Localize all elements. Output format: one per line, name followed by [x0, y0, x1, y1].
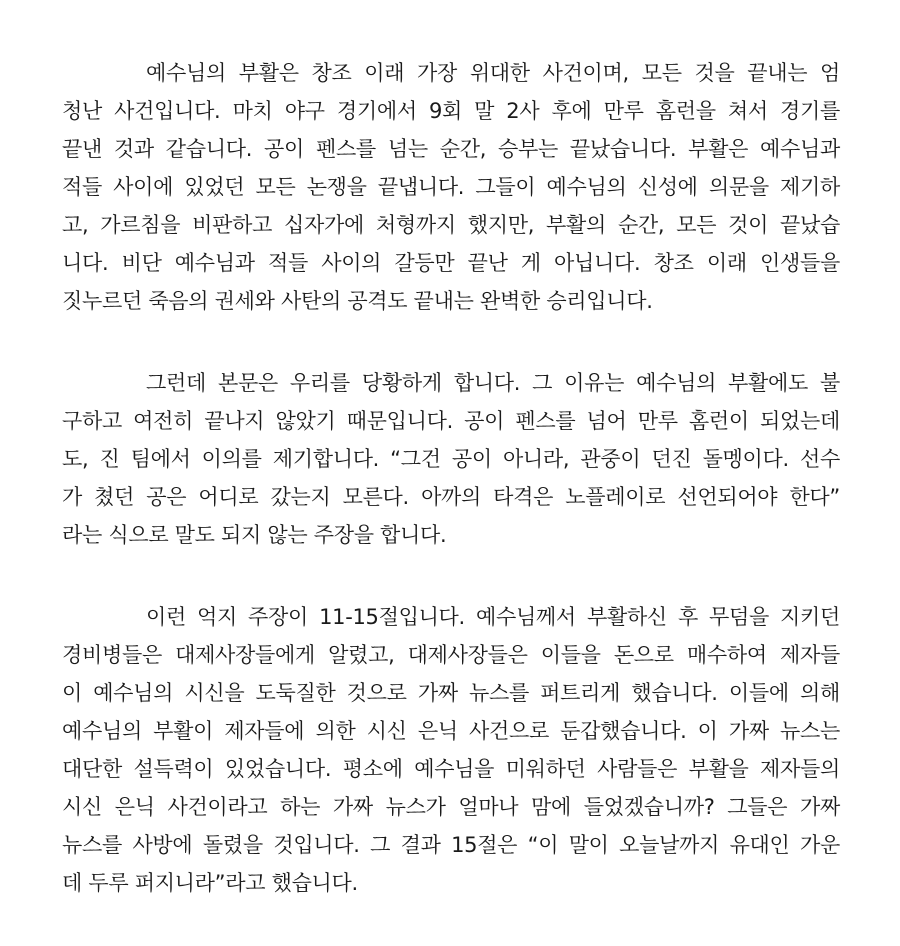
text-line: 적들 사이에 있었던 모든 논쟁을 끝냅니다. 그들이 예수님의 신성에 의문을 제기하	[62, 175, 840, 199]
text-line: 뉴스를 사방에 돌렸을 것입니다. 그 결과 15절은 “이 말이 오늘날까지 유대인 가운	[62, 833, 840, 857]
text-line: 가 쳤던 공은 어디로 갔는지 모른다. 아까의 타격은 노플레이로 선언되어야 한다”	[62, 485, 840, 509]
text-line: 예수님의 부활은 창조 이래 가장 위대한 사건이며, 모든 것을 끝내는 엄	[146, 61, 841, 85]
text-line: 경비병들은 대제사장들에게 알렸고, 대제사장들은 이들을 돈으로 매수하여 제자들	[62, 643, 840, 667]
text-line: 니다. 비단 예수님과 적들 사이의 갈등만 끝난 게 아닙니다. 창조 이래 인생들을	[62, 251, 840, 275]
paragraph-2	[62, 364, 840, 554]
text-line: 구하고 여전히 끝나지 않았기 때문입니다. 공이 펜스를 넘어 만루 홈런이 되었는데	[62, 409, 840, 433]
text-line: 시신 은닉 사건이라고 하는 가짜 뉴스가 얼마나 맘에 들었겠습니까? 그들은 가짜	[62, 795, 840, 819]
text-line: 예수님의 부활이 제자들에 의한 시신 은닉 사건으로 둔갑했습니다. 이 가짜 뉴스는	[62, 719, 840, 743]
paragraph-3	[62, 598, 840, 902]
text-line: 데 두루 퍼지니라”라고 했습니다.	[62, 871, 358, 895]
document-body	[62, 54, 840, 946]
text-line: 이 예수님의 시신을 도둑질한 것으로 가짜 뉴스를 퍼트리게 했습니다. 이들에 의해	[62, 681, 840, 705]
text-line: 청난 사건입니다. 마치 야구 경기에서 9회 말 2사 후에 만루 홈런을 쳐서 경기를	[62, 99, 840, 123]
text-line: 고, 가르침을 비판하고 십자가에 처형까지 했지만, 부활의 순간, 모든 것이 끝났습	[62, 213, 840, 237]
text-line: 라는 식으로 말도 되지 않는 주장을 합니다.	[62, 523, 447, 547]
text-line: 짓누르던 죽음의 권세와 사탄의 공격도 끝내는 완벽한 승리입니다.	[62, 289, 653, 313]
paragraph-1	[62, 54, 840, 320]
text-line: 끝낸 것과 같습니다. 공이 펜스를 넘는 순간, 승부는 끝났습니다. 부활은 예수님과	[62, 137, 840, 161]
text-line: 도, 진 팀에서 이의를 제기합니다. “그건 공이 아니라, 관중이 던진 돌멩이다. 선수	[62, 447, 840, 471]
text-line: 이런 억지 주장이 11-15절입니다. 예수님께서 부활하신 후 무덤을 지키던	[146, 605, 840, 629]
text-line: 대단한 설득력이 있었습니다. 평소에 예수님을 미워하던 사람들은 부활을 제자들의	[62, 757, 840, 781]
text-line: 그런데 본문은 우리를 당황하게 합니다. 그 이유는 예수님의 부활에도 불	[146, 371, 840, 395]
